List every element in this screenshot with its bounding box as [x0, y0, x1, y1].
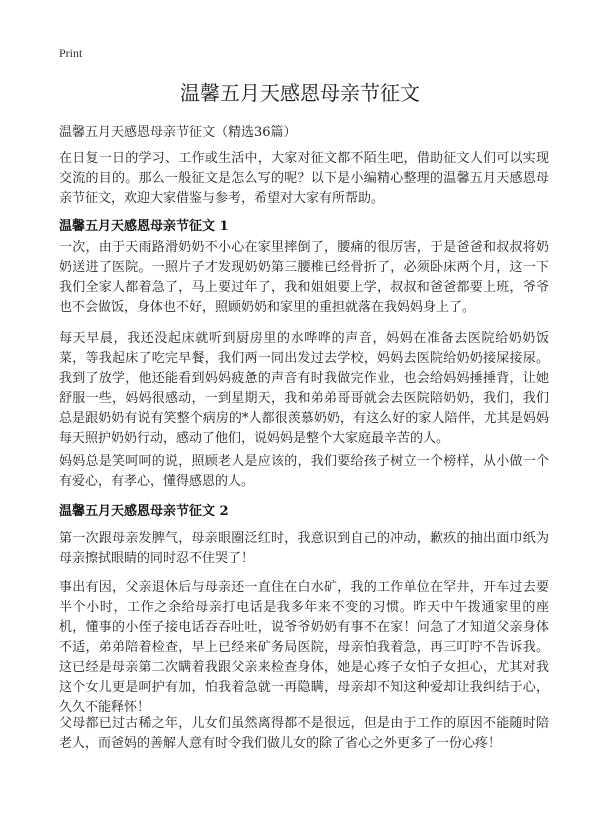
section-1-heading: 温馨五月天感恩母亲节征文 1 [59, 219, 229, 234]
document-subtitle: 温馨五月天感恩母亲节征文（精选36篇） [59, 125, 297, 140]
intro-paragraph: 在日复一日的学习、工作或生活中，大家对征文都不陌生吧，借助征文人们可以实现交流的目的。那么一般征文是怎么写的呢？以下是小编精心整理的温馨五月天感恩母亲节征文，欢迎大家借鉴与参考，希望对大家有所帮助。 [59, 151, 549, 206]
section-1-paragraph-1: 一次，由于天雨路滑奶奶不小心在家里摔倒了，腰痛的很厉害，于是爸爸和叔叔将奶奶送进了医院。一照片子才发现奶奶第三腰椎已经骨折了，必须卧床两个月，这一下我们全家人都着急了，马上要过年了，我和姐姐要上学，叔叔和爸爸都要上班，爷爷也不会做饭，身体也不好，照顾奶奶和家里的重担就落在我妈妈身上了。 [59, 240, 549, 315]
section-1-paragraph-3: 妈妈总是笑呵呵的说，照顾老人是应该的，我们要给孩子树立一个榜样，从小做一个有爱心，有孝心，懂得感恩的人。 [59, 454, 549, 489]
section-1-paragraph-2: 每天早晨，我还没起床就听到厨房里的水哗哗的声音，妈妈在准备去医院给奶奶饭菜，等我起床了吃完早餐，我们两一同出发过去学校，妈妈去医院给奶奶接屎接尿。我到了放学，他还能看到妈妈疲惫的声音有时我做完作业，也会给妈妈捶捶背，让她舒服一些，妈妈很感动，一到星期天，我和弟弟哥哥就会去医院陪奶奶，我们，我们总是跟奶奶有说有笑整个病房的*人都很羡慕奶奶，有这么好的家人陪伴，尤其是妈妈每天照护奶奶行动，感动了他们，说妈妈是整个大家庭最辛苦的人。 [59, 331, 549, 446]
section-2-heading: 温馨五月天感恩母亲节征文 2 [59, 504, 229, 519]
print-link[interactable]: Print [59, 46, 83, 60]
section-2-paragraph-3: 父母都已过古稀之年，儿女们虽然离得都不是很远，但是由于工作的原因不能随时陪老人，而爸妈的善解人意有时令我们做儿女的除了省心之外更多了一份心疼！ [59, 716, 549, 751]
page-title: 温馨五月天感恩母亲节征文 [180, 81, 420, 105]
section-2-paragraph-2: 事出有因，父亲退休后与母亲还一直住在白水矿，我的工作单位在罕井，开车过去要半个小时，工作之余给母亲打电话是我多年来不变的习惯。昨天中午拨通家里的座机，懂事的小侄子接电话吞吞吐吐，说爷爷奶奶有事不在家！问急了才知道父亲身体不适，弟弟陪着检查，早上已经来矿务局医院，母亲怕我着急，再三叮咛不告诉我。这已经是母亲第二次瞒着我跟父亲来检查身体，她是心疼子女怕子女担心，尤其对我这个女儿更是呵护有加，怕我着急就一再隐瞒，母亲却不知这种爱却让我纠结于心，久久不能释怀！ [59, 580, 549, 715]
section-2-paragraph-1: 第一次跟母亲发脾气，母亲眼圈泛红时，我意识到自己的冲动，歉疚的抽出面巾纸为母亲擦拭眼睛的同时忍不住哭了！ [59, 531, 549, 566]
